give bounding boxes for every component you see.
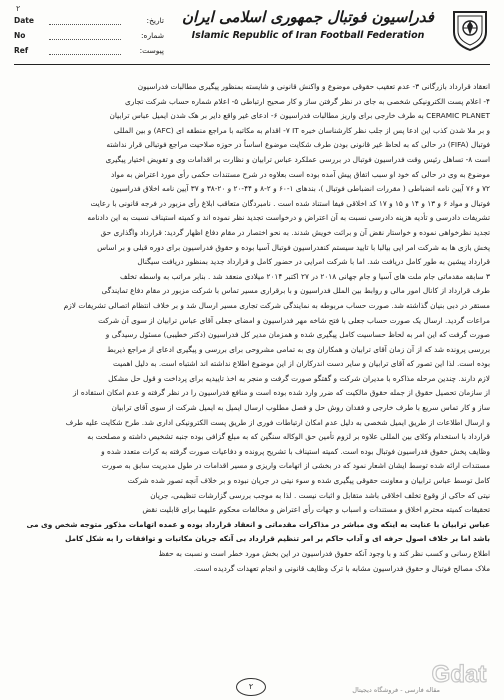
letter-body (14, 80, 490, 576)
meta-label-fa: شماره: (141, 30, 164, 40)
meta-label-fa: پیوست: (139, 45, 164, 55)
body-line: تحقیقات کمیته محترم اخلاق و مستندات و اسباب و جهات رأی اعتراض و مخالفات محکوم علیهما برای قابلیت نقض (142, 505, 490, 515)
body-line: کامل توسط عباس ترابیان و معاونت حقوقی پیگیری شده و سوء نیتی در جریان نبوده و بر خلاف آنچه تصور شده شرکت (127, 476, 490, 486)
meta-fill-line (49, 31, 121, 40)
body-line: صورت گرفت که این امر به لحاظ حساسیت کامل پیگیری شده و همزمان مدیر کل فدراسیون (دکتر خطیبی) مسئول رسیدگی و (105, 330, 490, 340)
title-persian: فدراسیون فوتبال جمهوری اسلامی ایران (182, 8, 434, 26)
watermark-caption: مقاله فارسی - فروشگاه دیجیتال (352, 686, 440, 694)
body-line: ساز و کار تماس سریع با طرف خارجی و فقدان روش حل و فصل مطلوب ارسال ایمیل به ایمیل شرکت از سوی آقای ترابیان (111, 403, 490, 413)
meta-row-number (14, 29, 164, 41)
body-line: قرارداد پیشین به طور کامل دریافت شد. اما با شرکت امرایی در حضور کامل و قرارداد جدید بمنظور دریافت سیگنال (137, 257, 490, 267)
body-line: و ارسال اطلاعات از طریق ایمیل شخصی به دلیل عدم امکان ارتباطات فوری از طریق پست الکترونیکی اداری شد. طرح شکایت علیه طرف (65, 417, 490, 427)
body-line: مراعات گردید. ارسال یک صورت حساب جعلی با فتح شاخه مهر فدراسیون و امضای جعلی آقای عباس ترابیان از سوی آن شرکت (98, 315, 490, 325)
body-line: از سازمان تحصیل حقوق از جمله حقوق مالکیت که ضرر وارد شده بوده است و منافع فدراسیون را در نظر گرفته و عدم امکان استفاده از (72, 388, 490, 398)
watermark-brand: Gdat (431, 661, 487, 688)
meta-fields (14, 14, 164, 59)
body-line: CERAMIC PLANET به طرف خارجی برای واریز مطالبات فدراسیون ۶- ادعای غیر واقع دایر بر هک شدن ایمیل عباس ترابیان (109, 111, 490, 121)
body-line: عباس ترابیان با عنایت به اینکه وی مباشر در مذاکرات مقدماتی و انعقاد قرارداد بوده و عمده اتهامات مذکور متوجه شخص وی می (26, 519, 490, 529)
title-english: Islamic Republic of Iran Football Federation (191, 30, 425, 41)
body-line: ۴- اعلام پست الکترونیکی شخصی به جای در نظر گرفتن ساز و کار صحیح ارتباطی ۵- اعلام شماره حساب شرکت تجاری (125, 96, 490, 106)
body-line: موضوع به وی در حالی که خود او سبب اتفاق پیش آمده بوده است بعلاوه در شرح مستندات حکمی رأی مورد اعتراض به مواد (111, 169, 490, 179)
body-line: لازم دارند. چندین مرحله مذاکره با مدیران شرکت و گفتگو صورت گرفت و منجر به اخذ تاییدیه برای پرداخت و قول حل مشکل (108, 373, 490, 383)
meta-row-ref (14, 44, 164, 56)
body-line: ٣ سابقه مقدماتی جام ملت های آسیا و جام جهانی ٢٠١٨ در ٢٧ اکتبر ٢٠١۴ میلادی منعقد شد . بنابر مراتب به واسطه تخلف (119, 271, 490, 281)
meta-label-fa: تاریخ: (146, 15, 164, 25)
body-line: نیتی که حاکی از وقوع تخلف اخلاقی باشد متقابل و اثبات نیست . لذا به موجب بررسی گزارشات تنظیمی، جریان (150, 490, 490, 500)
corner-page-mark: ٢ (16, 4, 21, 13)
page-number: ٢ (236, 678, 266, 696)
body-line: فوتبال (FIFA) در حالی که به لحاظ غیر قانونی بودن طرف شکایت موضوع اساساً در حوزه صلاحیت مراجع فوتبالی قرار نداشته (106, 140, 490, 150)
letterhead (8, 6, 496, 62)
body-line: فوتبال و مواد ۶ و ١٣ و ١۴ و ١۵ و ١٧ کد اخلاقی فیفا استناد شده است . نامبردگان متعاقب ابلاغ رأی مزبور در فرجه قانونی با رعایت (90, 198, 490, 208)
body-line: مستقر در دبی بنیان گذاشته شد. صورت حساب مربوطه به نمایندگی شرکت تجاری مسیر ارسال شد و بر خلاف انتظام اتصالی تشریفات لازم (63, 300, 490, 310)
body-line: تشریفات دادرسی و تأدیه هزینه دادرسی نسبت به آن اعتراض و درخواست تجدید نظر نموده اند و کمیته استیناف نسبت به این دادنامه (87, 213, 490, 223)
body-line: قرارداد با استخدام وکلای بین المللی علاوه بر لزوم تأمین حق الوکاله سنگین که به مبلغ گزافی بوده جنبه تشخیص داشته و مصلحت به (87, 432, 490, 442)
body-line: بوده است. لذا این تصور که آقای ترابیان و سایر دست اندرکاران از این موضوع اطلاع نداشته اند اشتباه است. به دلیل اهمیت (112, 359, 490, 369)
meta-row-date (14, 14, 164, 26)
header-divider (14, 64, 490, 65)
body-line: طرف قرارداد از کانال امور مالی و روابط بین الملل فدراسیون و با برقراری مسیر تماس با شرکت مزبور در مقام دفاع تمایندگی (101, 286, 490, 296)
body-line: بررسی پرونده شد که از آن زمان آقای ترابیان و همکاران وی به تمامی مشروحی برای بررسی و پیگیری ادعای از مراجع ذیربط (106, 344, 490, 354)
body-line: اطلاع رسانی و کسب نظر کند و با وجود آنکه حقوق فدراسیون در این بخش مورد خطر است و نسبت به حفظ (158, 549, 490, 558)
meta-label-en: Date (14, 15, 34, 25)
body-line: ملاک مصالح فوتبال و حقوق فدراسیون مشابه با ترک وظایف قانونی و انجام تعهدات گردیده است. (193, 563, 490, 573)
federation-logo-icon (450, 8, 490, 52)
body-line: ٧٢ و ٧۶ آیین نامه انضباطی ( مقررات انضباطی فوتبال )، بندهای ١-۶٠ و ٢-٨ و ۴۴-٢٠ و ٢٠-٣٨ و ٣٧ آیین نامه اخلاق فدراسیون (110, 184, 490, 194)
body-line: باشد اما بر خلاف اصول حرفه ای و آداب حاکم بر امر تنظیم قرارداد بی آنکه جریان مکاتبات و توافقات را به شکل کامل (64, 534, 490, 544)
body-line: تجدید نظرخواهی نموده و خواستار نقض آن و برائت خویش شدند. به نحو اختصار در مقام دفاع اظهار گردید: قرارداد واگذاری حق (100, 227, 490, 237)
meta-fill-line (49, 46, 121, 55)
body-line: است ٨- تساهل رئیس وقت فدراسیون فوتبال در بررسی عملکرد عباس ترابیان و نظارت بر اقدامات وی و تفویض اختیار پیگیری (105, 154, 490, 164)
meta-label-en: No (14, 30, 26, 40)
body-line: مستندات ارائه شده توسط ایشان اشعار نمود که در بخشی از اتهامات واریزی و مسیر اقدامات در طول مدیریت سابق به صورت (101, 461, 490, 471)
letterhead-title (168, 8, 448, 41)
body-line: وظایف پخش حقوق فدراسیون فوتبال بوده است. کمیته استیناف با تشریح پرونده و دفاعیات صورت گرفته به کرات متعدد شده و (101, 446, 490, 456)
body-line: و بر ملا شدن کذب این ادعا پس از جلب نظر کارشناسان خبره IT ٧- اقدام به مکاتبه با مراجع منطقه ای (AFC) و بین المللی (113, 125, 490, 135)
meta-label-en: Ref (14, 45, 29, 55)
body-line: انعقاد قرارداد بازرگانی ٣- عدم تعقیب حقوقی موضوع و واکنش قانونی و شایسته بمنظور پیگیری مطالبات فدراسیون (137, 82, 490, 91)
meta-fill-line (49, 16, 121, 25)
body-line: پخش بازی ها به شرکت امر ایی بیالبا با تایید سیستم کنفدراسیون فوتبال آسیا بوده و حقوق فدراسیون برای دوره قبلی و بر اساس (97, 242, 490, 252)
